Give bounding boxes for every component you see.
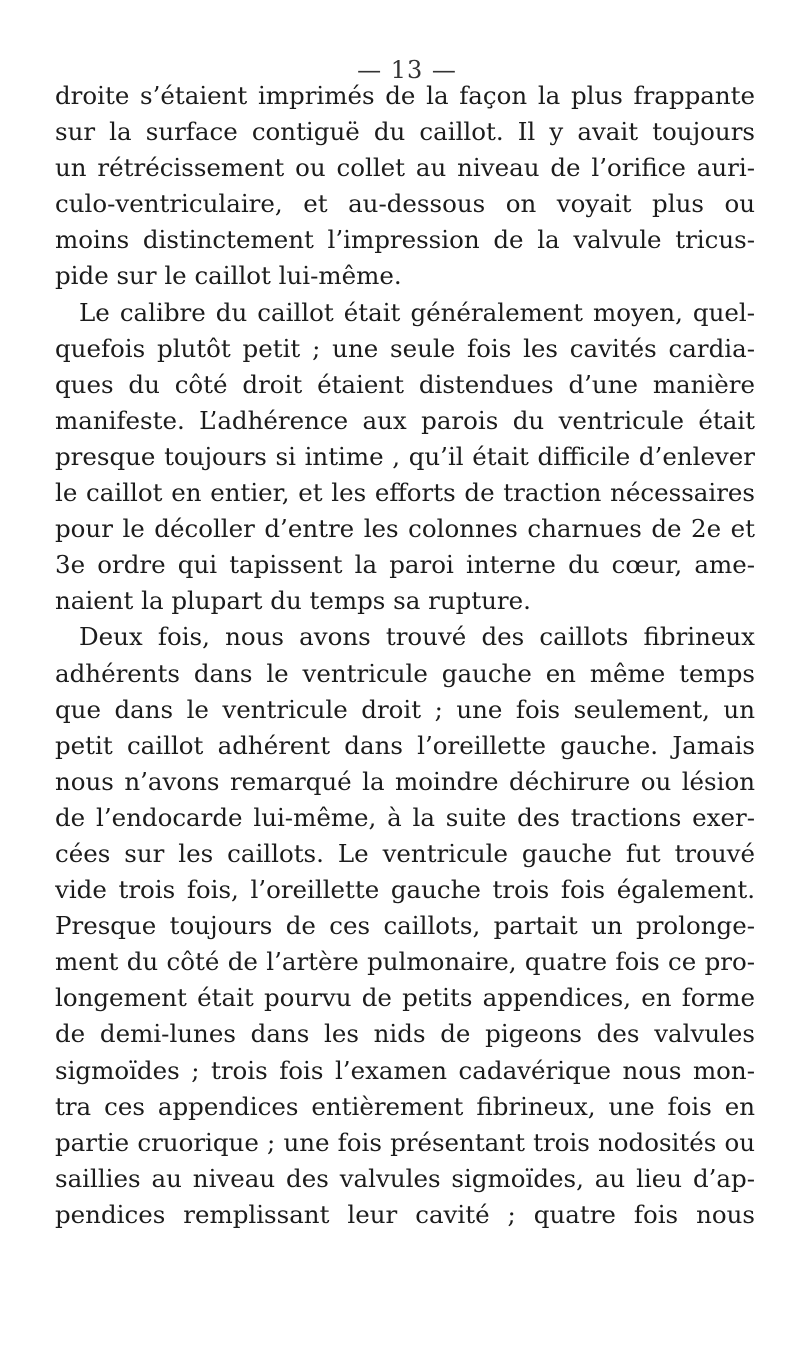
text-line: naient la plupart du temps sa rupture. bbox=[55, 586, 531, 616]
text-line: sigmoïdes ; trois fois l’examen cadavérique nous mon- bbox=[55, 1055, 755, 1085]
text-line: quefois plutôt petit ; une seule fois les cavités cardia- bbox=[55, 333, 755, 363]
text-line: pendices remplissant leur cavité ; quatre fois nous bbox=[55, 1199, 755, 1229]
text-line: sur la surface contiguë du caillot. Il y avait toujours bbox=[55, 117, 755, 147]
text-line: cées sur les caillots. Le ventricule gauche fut trouvé bbox=[55, 838, 755, 868]
text-line: moins distinctement l’impression de la valvule tricus- bbox=[55, 225, 755, 255]
text-line: Presque toujours de ces caillots, partait un prolonge- bbox=[55, 911, 755, 941]
text-line: de l’endocarde lui-même, à la suite des tractions exer- bbox=[55, 802, 755, 832]
text-line: de demi-lunes dans les nids de pigeons des valvules bbox=[55, 1019, 755, 1049]
text-line: longement était pourvu de petits appendices, en forme bbox=[55, 983, 755, 1013]
paragraph-start-line: Le calibre du caillot était généralement moyen, quel- bbox=[79, 297, 755, 327]
text-line: partie cruorique ; une fois présentant trois nodosités ou bbox=[55, 1127, 755, 1157]
text-line: le caillot en entier, et les efforts de traction nécessaires bbox=[55, 478, 755, 508]
text-line: adhérents dans le ventricule gauche en même temps bbox=[55, 658, 755, 688]
text-line: pour le décoller d’entre les colonnes charnues de 2e et bbox=[55, 514, 755, 544]
page-number: — 13 — bbox=[357, 56, 457, 84]
text-line: tra ces appendices entièrement fibrineux, une fois en bbox=[55, 1091, 755, 1121]
text-line: vide trois fois, l’oreillette gauche trois fois également. bbox=[55, 875, 755, 905]
text-line: ment du côté de l’artère pulmonaire, quatre fois ce pro- bbox=[55, 947, 755, 977]
body-text bbox=[55, 78, 755, 1233]
text-line: presque toujours si intime , qu’il était difficile d’enlever bbox=[55, 441, 755, 471]
text-line: 3e ordre qui tapissent la paroi interne du cœur, ame- bbox=[55, 550, 755, 580]
text-line: ques du côté droit étaient distendues d’une manière bbox=[55, 369, 755, 399]
text-line: droite s’étaient imprimés de la façon la plus frappante bbox=[55, 81, 755, 110]
text-line: manifeste. L’adhérence aux parois du ventricule était bbox=[55, 405, 755, 435]
text-line: un rétrécissement ou collet au niveau de l’orifice auri- bbox=[55, 153, 755, 183]
text-line: pide sur le caillot lui-même. bbox=[55, 261, 402, 291]
text-line: que dans le ventricule droit ; une fois seulement, un bbox=[55, 694, 755, 724]
paragraph-start-line: Deux fois, nous avons trouvé des caillots fibrineux bbox=[79, 622, 755, 652]
text-line: culo-ventriculaire, et au-dessous on voyait plus ou bbox=[55, 189, 755, 219]
text-line: saillies au niveau des valvules sigmoïdes, au lieu d’ap- bbox=[55, 1163, 755, 1193]
text-line: petit caillot adhérent dans l’oreillette gauche. Jamais bbox=[55, 730, 755, 760]
text-line: nous n’avons remarqué la moindre déchirure ou lésion bbox=[55, 766, 755, 796]
